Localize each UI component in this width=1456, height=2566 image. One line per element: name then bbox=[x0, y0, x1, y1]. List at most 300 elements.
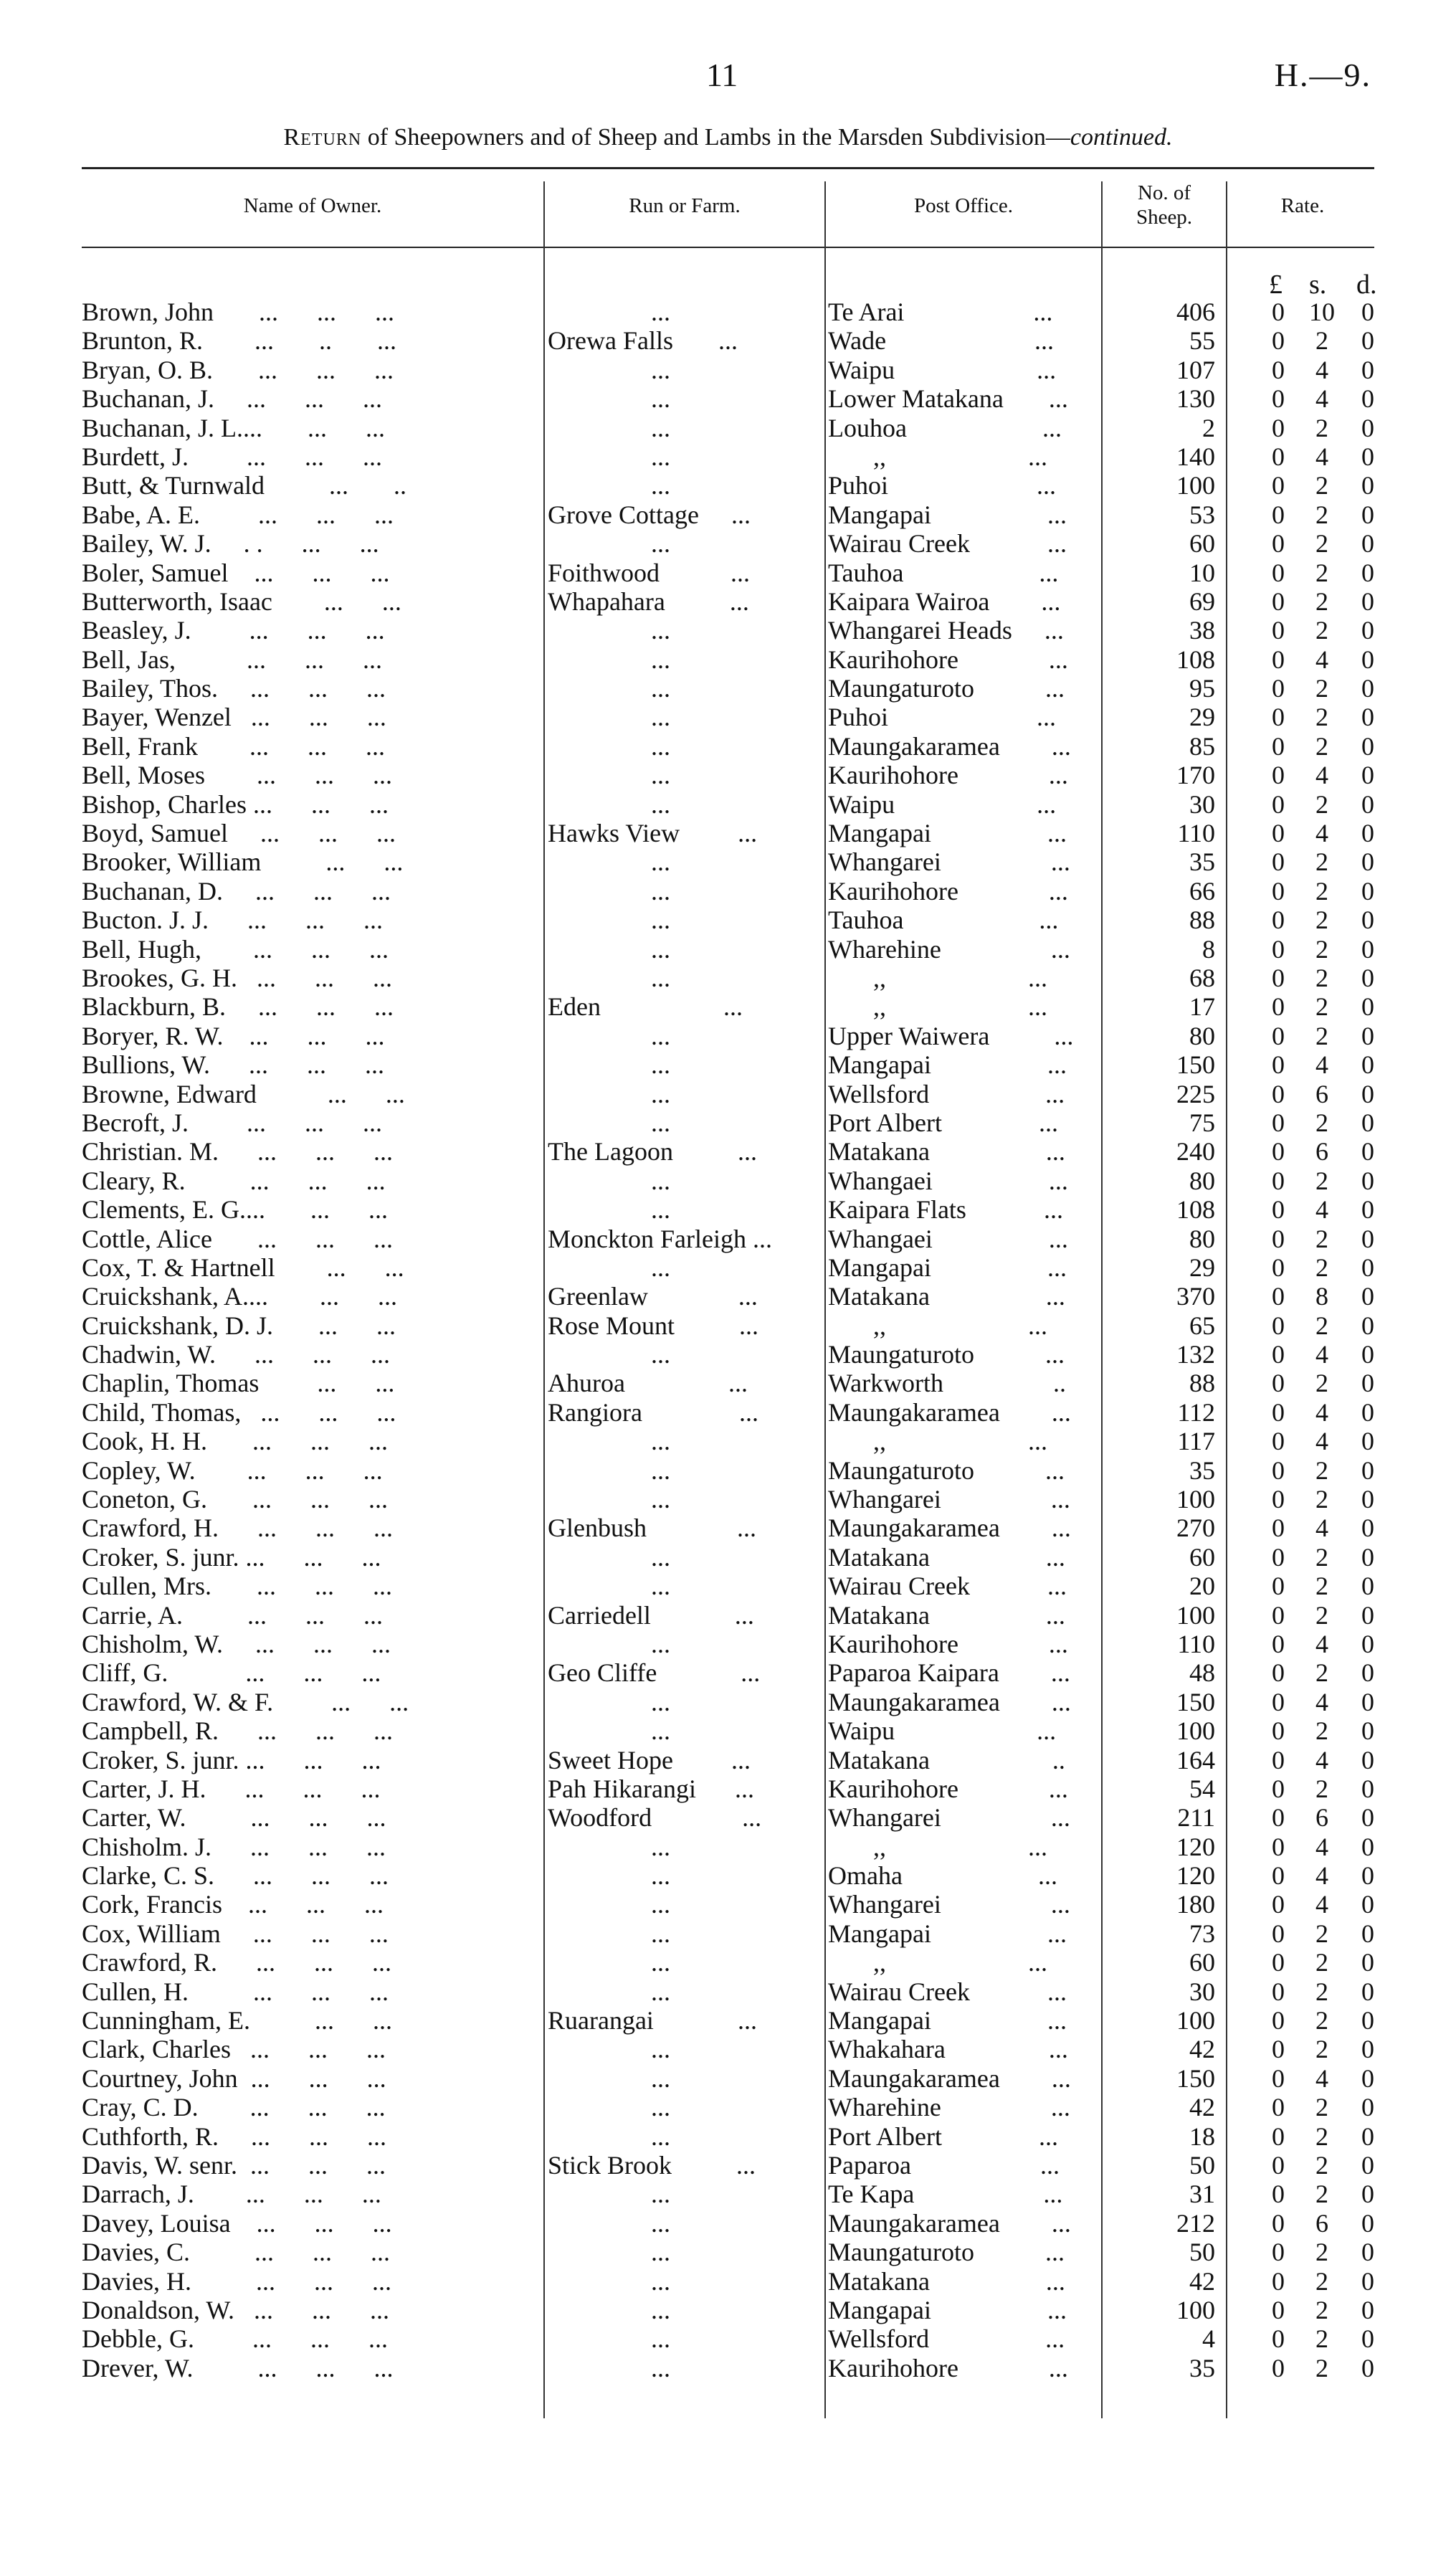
rate-shillings: 4 bbox=[1315, 1340, 1328, 1369]
rate-pounds: 0 bbox=[1272, 384, 1285, 414]
owner-name: Boryer, R. W. ... ... ... bbox=[82, 1021, 385, 1050]
post-office: Kaurihohore ... bbox=[828, 1774, 1068, 1803]
rate-pence: 0 bbox=[1361, 1166, 1374, 1195]
owner-name: Clements, E. G.... ... ... bbox=[82, 1195, 388, 1225]
run-or-farm: ... bbox=[548, 2324, 670, 2354]
sheep-count: 120 bbox=[1176, 1832, 1215, 1861]
table-row bbox=[0, 298, 1456, 326]
rate-shillings: 4 bbox=[1315, 384, 1328, 414]
rate-shillings: 4 bbox=[1315, 1629, 1328, 1658]
sheep-count: 240 bbox=[1176, 1137, 1215, 1166]
owner-name: Bullions, W. ... ... ... bbox=[82, 1050, 385, 1080]
run-or-farm: Glenbush ... bbox=[548, 1514, 756, 1543]
rate-pounds: 0 bbox=[1272, 558, 1285, 587]
post-office: Whangaei ... bbox=[828, 1166, 1068, 1195]
rate-pence: 0 bbox=[1361, 645, 1374, 674]
owner-name: Carter, W. ... ... ... bbox=[82, 1803, 386, 1833]
table-row bbox=[0, 1716, 1456, 1745]
rate-pounds: 0 bbox=[1272, 2266, 1285, 2296]
rate-pence: 0 bbox=[1361, 876, 1374, 906]
owner-name: Bailey, W. J. . . ... ... bbox=[82, 529, 379, 559]
post-office: Waipu ... bbox=[828, 355, 1057, 384]
rate-pounds: 0 bbox=[1272, 413, 1285, 442]
run-or-farm: ... bbox=[548, 2208, 670, 2238]
rate-pounds: 0 bbox=[1272, 1282, 1285, 1311]
owner-name: Bryan, O. B. ... ... ... bbox=[82, 355, 394, 384]
rate-pounds: 0 bbox=[1272, 1861, 1285, 1891]
sheep-count: 180 bbox=[1176, 1890, 1215, 1919]
owner-name: Courtney, John ... ... ... bbox=[82, 2063, 386, 2093]
post-office: ,, ... bbox=[828, 1948, 1047, 1977]
column-header-sheep-line1: No. of bbox=[1137, 181, 1191, 204]
rate-pounds: 0 bbox=[1272, 471, 1285, 500]
owner-name: Carter, J. H. ... ... ... bbox=[82, 1774, 381, 1803]
sheep-count: 35 bbox=[1189, 1455, 1215, 1485]
sheep-count: 20 bbox=[1189, 1572, 1215, 1601]
rate-shillings: 10 bbox=[1309, 298, 1335, 326]
run-or-farm: The Lagoon ... bbox=[548, 1137, 757, 1166]
table-title bbox=[0, 124, 1456, 151]
owner-name: Boyd, Samuel ... ... ... bbox=[82, 819, 396, 848]
rate-shillings: 2 bbox=[1315, 963, 1328, 992]
rate-pence: 0 bbox=[1361, 1803, 1374, 1833]
rate-shillings: 2 bbox=[1315, 1542, 1328, 1572]
rate-pounds: 0 bbox=[1272, 1890, 1285, 1919]
run-or-farm: ... bbox=[548, 1687, 670, 1716]
post-office: Maungaturoto ... bbox=[828, 1455, 1065, 1485]
rate-pounds: 0 bbox=[1272, 1803, 1285, 1833]
table-body bbox=[0, 298, 1456, 2382]
run-or-farm: Ruarangai ... bbox=[548, 2006, 757, 2035]
rate-pence: 0 bbox=[1361, 2208, 1374, 2238]
owner-name: Cullen, Mrs. ... ... ... bbox=[82, 1572, 393, 1601]
table-row bbox=[0, 906, 1456, 934]
owner-name: Butt, & Turnwald ... .. bbox=[82, 471, 407, 500]
rate-pence: 0 bbox=[1361, 1572, 1374, 1601]
owner-name: Cray, C. D. ... ... ... bbox=[82, 2093, 386, 2122]
rate-shillings: 2 bbox=[1315, 992, 1328, 1022]
post-office: Matakana ... bbox=[828, 1137, 1065, 1166]
table-row bbox=[0, 1050, 1456, 1079]
rate-shillings: 2 bbox=[1315, 2238, 1328, 2267]
post-office: Port Albert ... bbox=[828, 2121, 1058, 2151]
rate-shillings: 2 bbox=[1315, 2151, 1328, 2180]
run-or-farm: ... bbox=[548, 384, 670, 414]
run-or-farm: Ahuroa ... bbox=[548, 1369, 748, 1398]
post-office: ,, ... bbox=[828, 442, 1047, 471]
rate-pounds: 0 bbox=[1272, 2353, 1285, 2382]
table-row bbox=[0, 1543, 1456, 1572]
rate-pence: 0 bbox=[1361, 761, 1374, 790]
column-header-run: Run or Farm. bbox=[629, 194, 741, 217]
rate-pence: 0 bbox=[1361, 1948, 1374, 1977]
table-row bbox=[0, 414, 1456, 442]
post-office: Waipu ... bbox=[828, 789, 1057, 819]
owner-name: Babe, A. E. ... ... ... bbox=[82, 500, 394, 529]
rate-pence: 0 bbox=[1361, 616, 1374, 645]
table-row bbox=[0, 645, 1456, 674]
rate-pence: 0 bbox=[1361, 529, 1374, 559]
post-office: Puhoi ... bbox=[828, 703, 1057, 732]
sheep-count: 80 bbox=[1189, 1166, 1215, 1195]
owner-name: Child, Thomas, ... ... ... bbox=[82, 1397, 396, 1427]
rate-pence: 0 bbox=[1361, 1195, 1374, 1225]
run-or-farm: ... bbox=[548, 1861, 670, 1891]
rate-pounds: 0 bbox=[1272, 963, 1285, 992]
sheep-count: 53 bbox=[1189, 500, 1215, 529]
rate-pence: 0 bbox=[1361, 355, 1374, 384]
rate-shillings: 4 bbox=[1315, 645, 1328, 674]
owner-name: Carrie, A. ... ... ... bbox=[82, 1600, 383, 1630]
sheep-count: 42 bbox=[1189, 2266, 1215, 2296]
post-office: Maungaturoto ... bbox=[828, 674, 1065, 703]
run-or-farm: ... bbox=[548, 2180, 670, 2209]
post-office: Whangarei ... bbox=[828, 1485, 1070, 1514]
post-office: ,, ... bbox=[828, 1427, 1047, 1456]
rate-shillings: 4 bbox=[1315, 442, 1328, 471]
rate-pence: 0 bbox=[1361, 1890, 1374, 1919]
post-office: Mangapai ... bbox=[828, 819, 1067, 848]
sheep-count: 100 bbox=[1176, 2006, 1215, 2035]
owner-name: Bell, Frank ... ... ... bbox=[82, 731, 385, 761]
sheep-count: 85 bbox=[1189, 731, 1215, 761]
sheep-count: 8 bbox=[1202, 934, 1215, 964]
page-number: 11 bbox=[706, 57, 738, 93]
run-or-farm: ... bbox=[548, 1485, 670, 1514]
run-or-farm: ... bbox=[548, 1572, 670, 1601]
run-or-farm: Geo Cliffe ... bbox=[548, 1658, 761, 1688]
table-row bbox=[0, 703, 1456, 731]
owner-name: Beasley, J. ... ... ... bbox=[82, 616, 385, 645]
rate-shillings: 4 bbox=[1315, 355, 1328, 384]
post-office: Wharehine ... bbox=[828, 2093, 1070, 2122]
run-or-farm: ... bbox=[548, 413, 670, 442]
sheep-count: 18 bbox=[1189, 2121, 1215, 2151]
owner-name: Chadwin, W. ... ... ... bbox=[82, 1340, 391, 1369]
run-or-farm: ... bbox=[548, 2093, 670, 2122]
table-row bbox=[0, 1108, 1456, 1137]
table-row bbox=[0, 2209, 1456, 2238]
sheep-count: 108 bbox=[1176, 1195, 1215, 1225]
rate-pounds: 0 bbox=[1272, 500, 1285, 529]
rate-pence: 0 bbox=[1361, 963, 1374, 992]
rate-shillings: 2 bbox=[1315, 703, 1328, 732]
run-or-farm: ... bbox=[548, 876, 670, 906]
table-row bbox=[0, 2122, 1456, 2151]
table-row bbox=[0, 819, 1456, 847]
post-office: Maungaturoto ... bbox=[828, 1340, 1065, 1369]
sheep-count: 80 bbox=[1189, 1021, 1215, 1050]
run-or-farm: ... bbox=[548, 1427, 670, 1456]
rate-pence: 0 bbox=[1361, 789, 1374, 819]
owner-name: Chisholm, W. ... ... ... bbox=[82, 1629, 391, 1658]
post-office: Port Albert ... bbox=[828, 1108, 1058, 1137]
post-office: Tauhoa ... bbox=[828, 558, 1059, 587]
owner-name: Brown, John ... ... ... bbox=[82, 298, 395, 326]
rate-pounds: 0 bbox=[1272, 1137, 1285, 1166]
rate-pence: 0 bbox=[1361, 1397, 1374, 1427]
rate-shillings: 4 bbox=[1315, 1745, 1328, 1774]
table-row bbox=[0, 471, 1456, 500]
rate-pence: 0 bbox=[1361, 2006, 1374, 2035]
sheep-count: 100 bbox=[1176, 1485, 1215, 1514]
table-row bbox=[0, 529, 1456, 558]
run-or-farm: ... bbox=[548, 963, 670, 992]
sheep-count: 60 bbox=[1189, 1542, 1215, 1572]
rate-shillings: 2 bbox=[1315, 1716, 1328, 1746]
rate-pounds: 0 bbox=[1272, 2006, 1285, 2035]
rate-pounds: 0 bbox=[1272, 1253, 1285, 1282]
run-or-farm: ... bbox=[548, 1455, 670, 1485]
run-or-farm: ... bbox=[548, 1948, 670, 1977]
sheep-count: 17 bbox=[1189, 992, 1215, 1022]
sheep-count: 100 bbox=[1176, 471, 1215, 500]
table-row bbox=[0, 1774, 1456, 1803]
rate-pence: 0 bbox=[1361, 1832, 1374, 1861]
rate-pounds: 0 bbox=[1272, 1977, 1285, 2006]
sheep-count: 30 bbox=[1189, 1977, 1215, 2006]
rate-pounds: 0 bbox=[1272, 645, 1285, 674]
sheep-count: 170 bbox=[1176, 761, 1215, 790]
rate-pence: 0 bbox=[1361, 1021, 1374, 1050]
rate-pounds: 0 bbox=[1272, 2295, 1285, 2324]
rate-pence: 0 bbox=[1361, 819, 1374, 848]
table-row bbox=[0, 1369, 1456, 1397]
sheep-count: 73 bbox=[1189, 1919, 1215, 1948]
title-return: Return bbox=[283, 124, 362, 151]
rate-pence: 0 bbox=[1361, 1485, 1374, 1514]
owner-name: Croker, S. junr. ... ... ... bbox=[82, 1745, 381, 1774]
table-row bbox=[0, 1919, 1456, 1948]
rate-pounds: 0 bbox=[1272, 992, 1285, 1022]
table-row bbox=[0, 1861, 1456, 1890]
table-row bbox=[0, 847, 1456, 876]
rate-pounds: 0 bbox=[1272, 2324, 1285, 2354]
run-or-farm: ... bbox=[548, 2121, 670, 2151]
rate-shillings: 4 bbox=[1315, 1861, 1328, 1891]
table-row bbox=[0, 384, 1456, 413]
sheep-count: 29 bbox=[1189, 1253, 1215, 1282]
rate-shillings: 2 bbox=[1315, 2324, 1328, 2354]
owner-name: Copley, W. ... ... ... bbox=[82, 1455, 383, 1485]
table-row bbox=[0, 2064, 1456, 2093]
sheep-count: 95 bbox=[1189, 674, 1215, 703]
rate-pounds: 0 bbox=[1272, 1658, 1285, 1688]
rate-shillings: 2 bbox=[1315, 1774, 1328, 1803]
run-or-farm: Eden ... bbox=[548, 992, 743, 1022]
owner-name: Cox, T. & Hartnell ... ... bbox=[82, 1253, 404, 1282]
owner-name: Chaplin, Thomas ... ... bbox=[82, 1369, 395, 1398]
table-row bbox=[0, 1311, 1456, 1340]
run-or-farm: ... bbox=[548, 1195, 670, 1225]
sheep-count: 100 bbox=[1176, 1600, 1215, 1630]
rate-pounds: 0 bbox=[1272, 326, 1285, 356]
owner-name: Cunningham, E. ... ... bbox=[82, 2006, 392, 2035]
owner-name: Drever, W. ... ... ... bbox=[82, 2353, 394, 2382]
sheep-count: 150 bbox=[1176, 1050, 1215, 1080]
owner-name: Bell, Moses ... ... ... bbox=[82, 761, 393, 790]
post-office: Te Kapa ... bbox=[828, 2180, 1063, 2209]
owner-name: Buchanan, J. L.... ... ... bbox=[82, 413, 385, 442]
table-row bbox=[0, 2238, 1456, 2266]
post-office: Matakana ... bbox=[828, 1542, 1065, 1572]
table-row bbox=[0, 1456, 1456, 1485]
table-row bbox=[0, 1803, 1456, 1832]
run-or-farm: ... bbox=[548, 616, 670, 645]
table-row bbox=[0, 1977, 1456, 2006]
rate-shillings: 2 bbox=[1315, 2180, 1328, 2209]
sheep-count: 65 bbox=[1189, 1311, 1215, 1340]
rate-shillings: 4 bbox=[1315, 1195, 1328, 1225]
rate-pence: 0 bbox=[1361, 847, 1374, 877]
rate-pounds: 0 bbox=[1272, 1369, 1285, 1398]
run-or-farm: ... bbox=[548, 1050, 670, 1080]
table-row bbox=[0, 587, 1456, 616]
rate-pence: 0 bbox=[1361, 674, 1374, 703]
rate-pounds: 0 bbox=[1272, 2238, 1285, 2267]
post-office: Kaurihohore ... bbox=[828, 1629, 1068, 1658]
post-office: Maungakaramea ... bbox=[828, 731, 1071, 761]
rate-pounds: 0 bbox=[1272, 1050, 1285, 1080]
post-office: Wairau Creek ... bbox=[828, 1572, 1067, 1601]
rate-shillings: 2 bbox=[1315, 731, 1328, 761]
rate-pounds: 0 bbox=[1272, 2063, 1285, 2093]
post-office: Louhoa ... bbox=[828, 413, 1062, 442]
rate-pence: 0 bbox=[1361, 2324, 1374, 2354]
rate-pounds: 0 bbox=[1272, 674, 1285, 703]
post-office: Warkworth .. bbox=[828, 1369, 1067, 1398]
run-or-farm: ... bbox=[548, 1890, 670, 1919]
post-office: Whangarei ... bbox=[828, 1803, 1070, 1833]
rate-pence: 0 bbox=[1361, 1919, 1374, 1948]
post-office: Maungakaramea ... bbox=[828, 1397, 1071, 1427]
table-row bbox=[0, 790, 1456, 819]
rate-pence: 0 bbox=[1361, 703, 1374, 732]
sheep-count: 211 bbox=[1177, 1803, 1215, 1833]
rate-shillings: 2 bbox=[1315, 1455, 1328, 1485]
rate-shillings: 2 bbox=[1315, 1948, 1328, 1977]
table-row bbox=[0, 761, 1456, 789]
run-or-farm: ... bbox=[548, 1021, 670, 1050]
run-or-farm: ... bbox=[548, 1919, 670, 1948]
run-or-farm: Greenlaw ... bbox=[548, 1282, 758, 1311]
rate-shillings: 2 bbox=[1315, 674, 1328, 703]
rate-pence: 0 bbox=[1361, 1137, 1374, 1166]
post-office: Tauhoa ... bbox=[828, 906, 1059, 935]
owner-name: Davis, W. senr. ... ... ... bbox=[82, 2151, 386, 2180]
rate-shillings: 6 bbox=[1315, 2208, 1328, 2238]
sheep-count: 48 bbox=[1189, 1658, 1215, 1688]
owner-name: Buchanan, D. ... ... ... bbox=[82, 876, 391, 906]
table-row bbox=[0, 1080, 1456, 1108]
run-or-farm: ... bbox=[548, 529, 670, 559]
table-row bbox=[0, 1658, 1456, 1687]
owner-name: Bell, Hugh, ... ... ... bbox=[82, 934, 389, 964]
rate-shillings: 2 bbox=[1315, 2006, 1328, 2035]
rate-shillings: 4 bbox=[1315, 1687, 1328, 1716]
rate-shillings: 2 bbox=[1315, 2353, 1328, 2382]
sheep-count: 69 bbox=[1189, 586, 1215, 616]
rate-pounds: 0 bbox=[1272, 906, 1285, 935]
owner-name: Cliff, G. ... ... ... bbox=[82, 1658, 381, 1688]
rate-pence: 0 bbox=[1361, 1658, 1374, 1688]
rate-pounds: 0 bbox=[1272, 442, 1285, 471]
owner-name: Chisholm. J. ... ... ... bbox=[82, 1832, 386, 1861]
rate-pence: 0 bbox=[1361, 2180, 1374, 2209]
rate-shillings: 6 bbox=[1315, 1079, 1328, 1108]
rate-shillings: 2 bbox=[1315, 1485, 1328, 1514]
run-or-farm: ... bbox=[548, 1977, 670, 2006]
owner-name: Boler, Samuel ... ... ... bbox=[82, 558, 390, 587]
rate-pounds: 0 bbox=[1272, 1832, 1285, 1861]
rate-pounds: 0 bbox=[1272, 1079, 1285, 1108]
rate-shillings: 6 bbox=[1315, 1803, 1328, 1833]
sheep-count: 30 bbox=[1189, 789, 1215, 819]
rate-shillings: 4 bbox=[1315, 2063, 1328, 2093]
run-or-farm: Foithwood ... bbox=[548, 558, 751, 587]
rate-shillings: 4 bbox=[1315, 1050, 1328, 1080]
run-or-farm: ... bbox=[548, 1832, 670, 1861]
rate-pounds: 0 bbox=[1272, 1195, 1285, 1225]
post-office: Kaipara Wairoa ... bbox=[828, 586, 1061, 616]
run-or-farm: ... bbox=[548, 298, 670, 326]
sheep-count: 29 bbox=[1189, 703, 1215, 732]
table-row bbox=[0, 1890, 1456, 1919]
run-or-farm: ... bbox=[548, 1716, 670, 1746]
rate-pounds: 0 bbox=[1272, 1455, 1285, 1485]
owner-name: Campbell, R. ... ... ... bbox=[82, 1716, 393, 1746]
table-row bbox=[0, 356, 1456, 384]
post-office: Mangapai ... bbox=[828, 2006, 1067, 2035]
rate-pence: 0 bbox=[1361, 298, 1374, 326]
rate-pence: 0 bbox=[1361, 2035, 1374, 2064]
sheep-count: 270 bbox=[1176, 1514, 1215, 1543]
rate-pounds: 0 bbox=[1272, 1427, 1285, 1456]
table-row bbox=[0, 1601, 1456, 1630]
rate-pounds: 0 bbox=[1272, 2151, 1285, 2180]
rate-pence: 0 bbox=[1361, 2238, 1374, 2267]
owner-name: Cork, Francis ... ... ... bbox=[82, 1890, 384, 1919]
rate-shillings: 2 bbox=[1315, 876, 1328, 906]
rate-pounds: 0 bbox=[1272, 1166, 1285, 1195]
table-row bbox=[0, 616, 1456, 645]
sheep-count: 88 bbox=[1189, 906, 1215, 935]
rate-pounds: 0 bbox=[1272, 2121, 1285, 2151]
rate-shillings: 4 bbox=[1315, 761, 1328, 790]
table-row bbox=[0, 1514, 1456, 1542]
owner-name: Cuthforth, R. ... ... ... bbox=[82, 2121, 387, 2151]
table-row bbox=[0, 2180, 1456, 2208]
rate-pence: 0 bbox=[1361, 1455, 1374, 1485]
table-row bbox=[0, 935, 1456, 964]
owner-name: Christian. M. ... ... ... bbox=[82, 1137, 394, 1166]
rate-pounds: 0 bbox=[1272, 1311, 1285, 1340]
owner-name: Becroft, J. ... ... ... bbox=[82, 1108, 382, 1137]
table-row bbox=[0, 877, 1456, 906]
rate-shillings: 2 bbox=[1315, 1919, 1328, 1948]
sheep-count: 42 bbox=[1189, 2093, 1215, 2122]
table-row bbox=[0, 1485, 1456, 1514]
table-row bbox=[0, 1195, 1456, 1224]
run-or-farm: ... bbox=[548, 2266, 670, 2296]
rate-pence: 0 bbox=[1361, 1253, 1374, 1282]
table-row bbox=[0, 1427, 1456, 1455]
rate-pounds: 0 bbox=[1272, 1397, 1285, 1427]
table-row bbox=[0, 2354, 1456, 2382]
sheep-count: 2 bbox=[1202, 413, 1215, 442]
rate-pence: 0 bbox=[1361, 1282, 1374, 1311]
rate-pounds: 0 bbox=[1272, 1948, 1285, 1977]
